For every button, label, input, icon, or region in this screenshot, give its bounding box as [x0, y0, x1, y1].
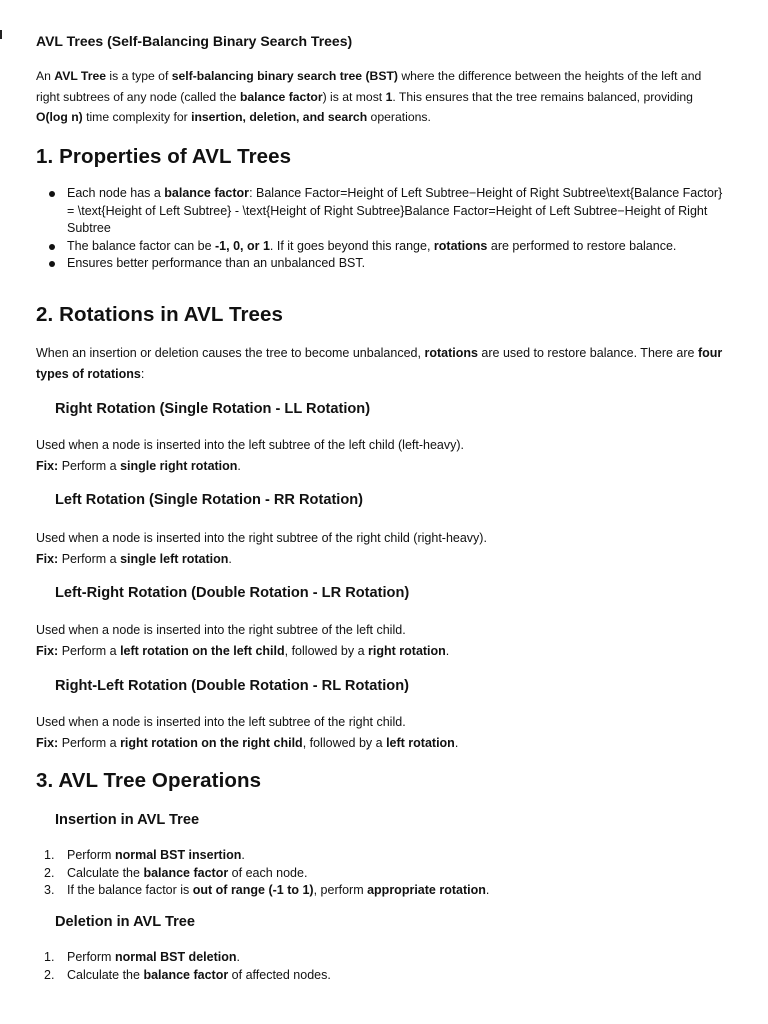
- step-bold: balance factor: [143, 967, 229, 982]
- step-text: .: [241, 848, 245, 862]
- step-text: .: [236, 950, 240, 964]
- step-text: Perform: [67, 950, 115, 964]
- step-number: 2.: [44, 967, 55, 982]
- fix-text: .: [445, 643, 450, 658]
- section-heading: 3. AVL Tree Operations: [36, 769, 262, 792]
- rotations-intro: [36, 343, 726, 385]
- rotation-fix: [36, 733, 726, 754]
- intro-bold: insertion, deletion, and search: [191, 110, 368, 124]
- section-heading: 2. Rotations in AVL Trees: [36, 303, 284, 326]
- intro-text: where the difference between the heights of the left and right subtrees of any node (called the: [36, 69, 702, 104]
- intro-bold: O(log n): [36, 110, 83, 124]
- list-item: [67, 255, 727, 273]
- document-title: AVL Trees (Self-Balancing Binary Search Trees): [36, 33, 353, 49]
- rotation-heading: Right-Left Rotation (Double Rotation - RL Rotation): [55, 678, 409, 694]
- intro-paragraph: [36, 66, 726, 128]
- list-bold: -1, 0, or 1: [215, 238, 270, 253]
- list-item: [44, 967, 727, 985]
- step-text: .: [485, 883, 490, 897]
- fix-bold: left rotation on the left child: [120, 643, 285, 658]
- intro-text: time complexity for: [82, 110, 192, 124]
- bullet-icon: [49, 244, 55, 250]
- rotation-description: [36, 528, 726, 570]
- fix-text: , followed by a: [302, 735, 387, 750]
- intro-bold: AVL Tree: [54, 69, 107, 83]
- page-edge-mark: [0, 30, 2, 39]
- list-text: . If it goes beyond this range,: [269, 238, 434, 253]
- step-text: , perform: [313, 883, 368, 897]
- para-text: are used to restore balance. There are: [477, 346, 698, 360]
- subsection-heading: Deletion in AVL Tree: [55, 914, 196, 930]
- step-bold: balance factor: [143, 865, 229, 880]
- list-text: are performed to restore balance.: [487, 238, 677, 253]
- step-bold: normal BST insertion: [114, 848, 242, 862]
- fix-text: Perform a: [58, 643, 121, 658]
- step-text: Calculate the: [67, 967, 144, 982]
- list-item: [44, 949, 727, 967]
- list-item: [67, 238, 727, 256]
- fix-bold: right rotation on the right child: [120, 735, 303, 750]
- step-bold: normal BST deletion: [114, 950, 237, 964]
- list-text: : Balance Factor=Height of Left Subtree−Height of Right Subtree\text{Balance Factor} = \text{Height of Left Subtree} - \text{Height of Right Subtree}Balance Factor=Height of Left Subtree−Height of Right Subtree: [67, 186, 723, 235]
- rotation-desc-text: Used when a node is inserted into the left subtree of the left child (left-heavy).: [36, 438, 465, 452]
- fix-text: .: [454, 735, 459, 750]
- rotation-heading: Left Rotation (Single Rotation - RR Rotation): [55, 492, 364, 508]
- list-text: Ensures better performance than an unbalanced BST.: [67, 256, 366, 270]
- fix-label: Fix:: [36, 643, 59, 658]
- rotation-description: [36, 620, 726, 662]
- step-text: Perform: [67, 848, 115, 862]
- intro-bold: self-balancing binary search tree (BST): [171, 69, 398, 83]
- step-number: 1.: [44, 950, 55, 964]
- list-text: Each node has a: [67, 186, 165, 200]
- fix-text: Perform a: [58, 551, 121, 566]
- rotation-fix: [36, 549, 726, 570]
- para-bold: rotations: [424, 346, 478, 360]
- rotation-heading: Right Rotation (Single Rotation - LL Rotation): [55, 401, 371, 417]
- fix-text: .: [237, 458, 241, 473]
- list-item: [44, 865, 727, 883]
- fix-label: Fix:: [36, 551, 59, 566]
- deletion-steps: [36, 949, 727, 984]
- intro-text: . This ensures that the tree remains balanced, providing: [392, 89, 693, 104]
- fix-bold: right rotation: [368, 643, 446, 658]
- rotation-fix: [36, 456, 726, 477]
- intro-text: ) is at most: [322, 89, 386, 104]
- para-bold: four types of rotations: [36, 346, 723, 381]
- fix-bold: single left rotation: [120, 551, 229, 566]
- fix-label: Fix:: [36, 458, 59, 473]
- intro-bold: 1: [385, 89, 393, 104]
- rotation-desc-text: Used when a node is inserted into the right subtree of the left child.: [36, 623, 406, 637]
- step-number: 1.: [44, 848, 55, 862]
- list-text: The balance factor can be: [67, 238, 216, 253]
- list-item: [67, 185, 727, 238]
- step-text: If the balance factor is: [67, 883, 193, 897]
- fix-text: Perform a: [58, 458, 121, 473]
- step-bold: appropriate rotation: [367, 883, 486, 897]
- fix-label: Fix:: [36, 735, 59, 750]
- insertion-steps: [36, 847, 727, 900]
- fix-bold: left rotation: [386, 735, 455, 750]
- rotation-fix: [36, 641, 726, 662]
- subsection-heading: Insertion in AVL Tree: [55, 812, 200, 828]
- list-bold: balance factor: [164, 186, 250, 200]
- para-text: :: [140, 366, 145, 381]
- rotation-heading: Left-Right Rotation (Double Rotation - LR Rotation): [55, 585, 410, 601]
- step-text: of each node.: [228, 865, 308, 880]
- step-number: 3.: [44, 883, 55, 897]
- step-number: 2.: [44, 865, 55, 880]
- bullet-icon: [49, 261, 55, 267]
- intro-text: operations.: [367, 110, 431, 124]
- fix-text: Perform a: [58, 735, 121, 750]
- properties-list: [36, 185, 727, 273]
- fix-text: .: [228, 551, 232, 566]
- fix-bold: single right rotation: [120, 458, 238, 473]
- rotation-desc-text: Used when a node is inserted into the right subtree of the right child (right-heavy).: [36, 531, 487, 545]
- list-bold: rotations: [433, 238, 488, 253]
- fix-text: , followed by a: [284, 643, 369, 658]
- step-text: of affected nodes.: [228, 967, 331, 982]
- intro-bold: balance factor: [239, 89, 323, 104]
- list-item: [44, 847, 727, 865]
- rotation-description: [36, 712, 726, 754]
- step-text: Calculate the: [67, 865, 144, 880]
- step-bold: out of range (-1 to 1): [192, 883, 314, 897]
- bullet-icon: [49, 191, 55, 197]
- para-text: When an insertion or deletion causes the tree to become unbalanced,: [36, 346, 425, 360]
- section-heading: 1. Properties of AVL Trees: [36, 145, 292, 168]
- intro-text: is a type of: [106, 69, 172, 83]
- rotation-desc-text: Used when a node is inserted into the left subtree of the right child.: [36, 715, 406, 729]
- rotation-description: [36, 435, 726, 477]
- list-item: [44, 882, 727, 900]
- intro-text: An: [36, 69, 55, 83]
